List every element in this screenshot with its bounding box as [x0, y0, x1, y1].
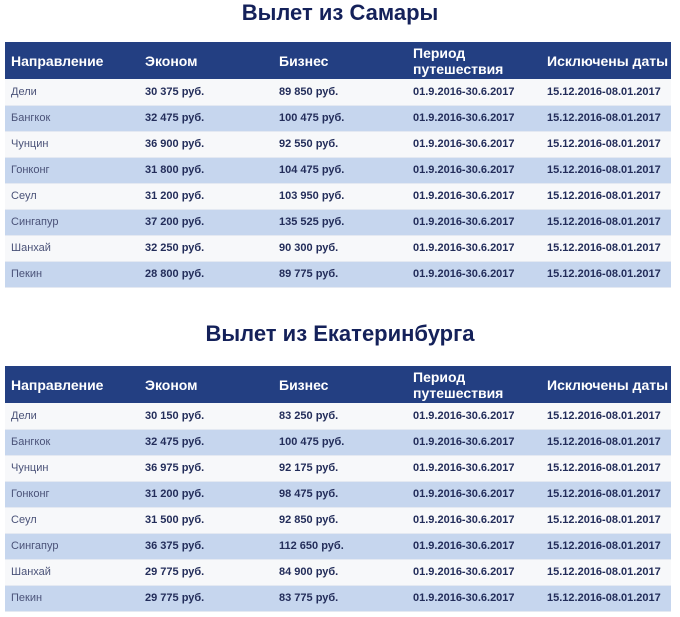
table-row	[5, 105, 671, 131]
cell-excluded-dates: 15.12.2016-08.01.2017	[541, 131, 671, 157]
fares-table-yekaterinburg	[5, 366, 671, 612]
cell-business-price: 89 850 руб.	[273, 79, 407, 105]
header-travel-period: Период путешествия	[413, 44, 504, 77]
cell-excluded-dates: 15.12.2016-08.01.2017	[541, 559, 671, 585]
cell-economy-price: 32 475 руб.	[139, 429, 273, 455]
cell-travel-period: 01.9.2016-30.6.2017	[407, 235, 541, 261]
cell-excluded-dates: 15.12.2016-08.01.2017	[541, 429, 671, 455]
cell-economy-price: 31 500 руб.	[139, 507, 273, 533]
cell-travel-period: 01.9.2016-30.6.2017	[407, 533, 541, 559]
cell-economy-price: 36 975 руб.	[139, 455, 273, 481]
cell-destination: Чунцин	[5, 131, 139, 157]
cell-travel-period: 01.9.2016-30.6.2017	[407, 585, 541, 611]
table-row	[5, 79, 671, 105]
table-body	[5, 79, 671, 287]
cell-destination: Бангкок	[5, 429, 139, 455]
cell-destination: Сеул	[5, 183, 139, 209]
cell-economy-price: 36 375 руб.	[139, 533, 273, 559]
table-row	[5, 403, 671, 429]
table-header-row	[5, 42, 671, 79]
cell-business-price: 103 950 руб.	[273, 183, 407, 209]
cell-business-price: 83 250 руб.	[273, 403, 407, 429]
cell-destination: Шанхай	[5, 559, 139, 585]
table-row	[5, 507, 671, 533]
table-header-row	[5, 366, 671, 403]
cell-destination: Дели	[5, 403, 139, 429]
cell-travel-period: 01.9.2016-30.6.2017	[407, 507, 541, 533]
cell-travel-period: 01.9.2016-30.6.2017	[407, 157, 541, 183]
table-row	[5, 481, 671, 507]
cell-destination: Бангкок	[5, 105, 139, 131]
cell-business-price: 92 850 руб.	[273, 507, 407, 533]
cell-travel-period: 01.9.2016-30.6.2017	[407, 455, 541, 481]
cell-business-price: 90 300 руб.	[273, 235, 407, 261]
cell-travel-period: 01.9.2016-30.6.2017	[407, 183, 541, 209]
cell-business-price: 100 475 руб.	[273, 429, 407, 455]
cell-economy-price: 31 800 руб.	[139, 157, 273, 183]
cell-destination: Гонконг	[5, 481, 139, 507]
cell-excluded-dates: 15.12.2016-08.01.2017	[541, 261, 671, 287]
section-title-samara: Вылет из Самары	[241, 0, 439, 25]
cell-travel-period: 01.9.2016-30.6.2017	[407, 261, 541, 287]
header-destination: Направление	[11, 52, 104, 69]
table-row	[5, 261, 671, 287]
header-destination: Направление	[11, 376, 104, 393]
cell-travel-period: 01.9.2016-30.6.2017	[407, 559, 541, 585]
cell-economy-price: 37 200 руб.	[139, 209, 273, 235]
cell-travel-period: 01.9.2016-30.6.2017	[407, 79, 541, 105]
cell-business-price: 92 175 руб.	[273, 455, 407, 481]
cell-travel-period: 01.9.2016-30.6.2017	[407, 403, 541, 429]
fares-table-samara	[5, 42, 671, 288]
table-row	[5, 559, 671, 585]
cell-excluded-dates: 15.12.2016-08.01.2017	[541, 481, 671, 507]
cell-business-price: 135 525 руб.	[273, 209, 407, 235]
cell-excluded-dates: 15.12.2016-08.01.2017	[541, 507, 671, 533]
cell-excluded-dates: 15.12.2016-08.01.2017	[541, 235, 671, 261]
cell-destination: Дели	[5, 79, 139, 105]
cell-business-price: 112 650 руб.	[273, 533, 407, 559]
cell-excluded-dates: 15.12.2016-08.01.2017	[541, 585, 671, 611]
table-row	[5, 235, 671, 261]
cell-destination: Сеул	[5, 507, 139, 533]
header-business: Бизнес	[279, 376, 329, 393]
cell-travel-period: 01.9.2016-30.6.2017	[407, 105, 541, 131]
cell-travel-period: 01.9.2016-30.6.2017	[407, 131, 541, 157]
header-excluded-dates: Исключены даты	[547, 376, 669, 393]
cell-economy-price: 30 150 руб.	[139, 403, 273, 429]
cell-economy-price: 36 900 руб.	[139, 131, 273, 157]
cell-economy-price: 29 775 руб.	[139, 585, 273, 611]
cell-business-price: 89 775 руб.	[273, 261, 407, 287]
cell-destination: Шанхай	[5, 235, 139, 261]
cell-economy-price: 32 250 руб.	[139, 235, 273, 261]
table-row	[5, 533, 671, 559]
cell-economy-price: 28 800 руб.	[139, 261, 273, 287]
cell-economy-price: 30 375 руб.	[139, 79, 273, 105]
table-row	[5, 209, 671, 235]
cell-excluded-dates: 15.12.2016-08.01.2017	[541, 79, 671, 105]
cell-economy-price: 31 200 руб.	[139, 183, 273, 209]
cell-business-price: 100 475 руб.	[273, 105, 407, 131]
table-row	[5, 585, 671, 611]
cell-destination: Пекин	[5, 261, 139, 287]
cell-travel-period: 01.9.2016-30.6.2017	[407, 481, 541, 507]
cell-excluded-dates: 15.12.2016-08.01.2017	[541, 455, 671, 481]
cell-destination: Сингапур	[5, 533, 139, 559]
header-excluded-dates: Исключены даты	[547, 52, 669, 69]
cell-destination: Гонконг	[5, 157, 139, 183]
table-body	[5, 403, 671, 611]
cell-business-price: 84 900 руб.	[273, 559, 407, 585]
section-title-yekaterinburg: Вылет из Екатеринбурга	[205, 321, 475, 346]
cell-excluded-dates: 15.12.2016-08.01.2017	[541, 157, 671, 183]
table-row	[5, 183, 671, 209]
header-business: Бизнес	[279, 52, 329, 69]
cell-business-price: 92 550 руб.	[273, 131, 407, 157]
cell-business-price: 98 475 руб.	[273, 481, 407, 507]
cell-travel-period: 01.9.2016-30.6.2017	[407, 429, 541, 455]
cell-excluded-dates: 15.12.2016-08.01.2017	[541, 183, 671, 209]
cell-business-price: 104 475 руб.	[273, 157, 407, 183]
cell-excluded-dates: 15.12.2016-08.01.2017	[541, 403, 671, 429]
header-travel-period: Период путешествия	[413, 368, 504, 401]
header-economy: Эконом	[145, 52, 198, 69]
cell-economy-price: 29 775 руб.	[139, 559, 273, 585]
cell-economy-price: 31 200 руб.	[139, 481, 273, 507]
cell-excluded-dates: 15.12.2016-08.01.2017	[541, 533, 671, 559]
cell-excluded-dates: 15.12.2016-08.01.2017	[541, 105, 671, 131]
table-row	[5, 131, 671, 157]
header-economy: Эконом	[145, 376, 198, 393]
cell-economy-price: 32 475 руб.	[139, 105, 273, 131]
cell-destination: Чунцин	[5, 455, 139, 481]
cell-business-price: 83 775 руб.	[273, 585, 407, 611]
table-row	[5, 157, 671, 183]
cell-travel-period: 01.9.2016-30.6.2017	[407, 209, 541, 235]
cell-destination: Пекин	[5, 585, 139, 611]
cell-excluded-dates: 15.12.2016-08.01.2017	[541, 209, 671, 235]
table-row	[5, 429, 671, 455]
cell-destination: Сингапур	[5, 209, 139, 235]
table-row	[5, 455, 671, 481]
